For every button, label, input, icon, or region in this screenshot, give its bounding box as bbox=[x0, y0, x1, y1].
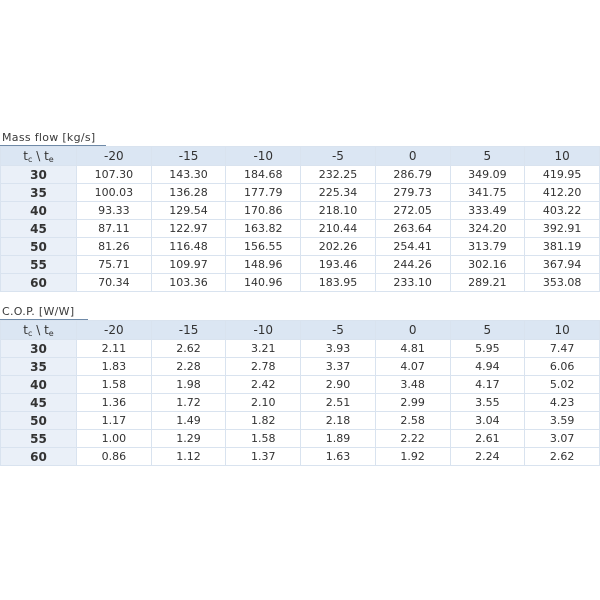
table-cell: 1.63 bbox=[301, 448, 376, 466]
row-header-tc: 55 bbox=[1, 430, 77, 448]
row-header-tc: 60 bbox=[1, 448, 77, 466]
table-row bbox=[1, 394, 600, 412]
row-header-tc: 30 bbox=[1, 166, 77, 184]
table-cell: 419.95 bbox=[525, 166, 600, 184]
table-cell: 3.04 bbox=[450, 412, 525, 430]
table-cell: 1.12 bbox=[151, 448, 226, 466]
row-header-tc: 50 bbox=[1, 412, 77, 430]
table-cell: 210.44 bbox=[301, 220, 376, 238]
table-cell: 1.00 bbox=[77, 430, 152, 448]
cop-header-row bbox=[1, 321, 600, 340]
table-cell: 93.33 bbox=[77, 202, 152, 220]
table-cell: 87.11 bbox=[77, 220, 152, 238]
table-cell: 353.08 bbox=[525, 274, 600, 292]
table-cell: 1.58 bbox=[226, 430, 301, 448]
table-cell: 286.79 bbox=[375, 166, 450, 184]
table-cell: 218.10 bbox=[301, 202, 376, 220]
table-cell: 289.21 bbox=[450, 274, 525, 292]
table-cell: 202.26 bbox=[301, 238, 376, 256]
col-header: -15 bbox=[151, 147, 226, 166]
mass-flow-section bbox=[0, 131, 600, 292]
table-cell: 2.51 bbox=[301, 394, 376, 412]
row-header-tc: 50 bbox=[1, 238, 77, 256]
table-cell: 170.86 bbox=[226, 202, 301, 220]
table-cell: 129.54 bbox=[151, 202, 226, 220]
table-cell: 6.06 bbox=[525, 358, 600, 376]
corner-tc-symbol: t bbox=[23, 322, 28, 337]
row-header-tc: 40 bbox=[1, 202, 77, 220]
table-cell: 232.25 bbox=[301, 166, 376, 184]
table-cell: 333.49 bbox=[450, 202, 525, 220]
table-cell: 143.30 bbox=[151, 166, 226, 184]
row-header-tc: 35 bbox=[1, 184, 77, 202]
table-cell: 2.10 bbox=[226, 394, 301, 412]
table-cell: 4.07 bbox=[375, 358, 450, 376]
row-header-tc: 45 bbox=[1, 394, 77, 412]
table-cell: 1.72 bbox=[151, 394, 226, 412]
col-header: 5 bbox=[450, 147, 525, 166]
col-header: -10 bbox=[226, 321, 301, 340]
table-cell: 244.26 bbox=[375, 256, 450, 274]
table-cell: 1.58 bbox=[77, 376, 152, 394]
row-header-tc: 45 bbox=[1, 220, 77, 238]
corner-tc-subscript: c bbox=[28, 328, 33, 338]
table-cell: 381.19 bbox=[525, 238, 600, 256]
table-cell: 109.97 bbox=[151, 256, 226, 274]
table-cell: 2.22 bbox=[375, 430, 450, 448]
col-header: -5 bbox=[301, 147, 376, 166]
table-cell: 1.83 bbox=[77, 358, 152, 376]
row-header-tc: 35 bbox=[1, 358, 77, 376]
table-cell: 3.21 bbox=[226, 340, 301, 358]
table-row bbox=[1, 184, 600, 202]
table-cell: 349.09 bbox=[450, 166, 525, 184]
table-cell: 324.20 bbox=[450, 220, 525, 238]
table-cell: 1.49 bbox=[151, 412, 226, 430]
mass-flow-header-row bbox=[1, 147, 600, 166]
corner-te-symbol: t bbox=[44, 148, 49, 163]
col-header: -20 bbox=[77, 147, 152, 166]
cop-title: C.O.P. [W/W] bbox=[0, 305, 88, 320]
table-row bbox=[1, 202, 600, 220]
table-cell: 2.18 bbox=[301, 412, 376, 430]
table-cell: 5.02 bbox=[525, 376, 600, 394]
table-row bbox=[1, 340, 600, 358]
table-cell: 116.48 bbox=[151, 238, 226, 256]
col-header: 10 bbox=[525, 147, 600, 166]
table-cell: 1.89 bbox=[301, 430, 376, 448]
col-header: -5 bbox=[301, 321, 376, 340]
table-cell: 233.10 bbox=[375, 274, 450, 292]
table-cell: 1.36 bbox=[77, 394, 152, 412]
col-header: -15 bbox=[151, 321, 226, 340]
table-cell: 107.30 bbox=[77, 166, 152, 184]
table-cell: 3.07 bbox=[525, 430, 600, 448]
table-cell: 148.96 bbox=[226, 256, 301, 274]
table-cell: 5.95 bbox=[450, 340, 525, 358]
table-cell: 3.93 bbox=[301, 340, 376, 358]
table-row bbox=[1, 376, 600, 394]
table-cell: 75.71 bbox=[77, 256, 152, 274]
table-cell: 3.48 bbox=[375, 376, 450, 394]
table-cell: 1.98 bbox=[151, 376, 226, 394]
table-cell: 2.11 bbox=[77, 340, 152, 358]
corner-separator: \ bbox=[32, 148, 45, 163]
table-cell: 341.75 bbox=[450, 184, 525, 202]
corner-separator: \ bbox=[32, 322, 45, 337]
col-header: 0 bbox=[375, 321, 450, 340]
table-cell: 225.34 bbox=[301, 184, 376, 202]
table-row bbox=[1, 238, 600, 256]
col-header: 10 bbox=[525, 321, 600, 340]
row-header-tc: 55 bbox=[1, 256, 77, 274]
table-cell: 302.16 bbox=[450, 256, 525, 274]
table-cell: 184.68 bbox=[226, 166, 301, 184]
table-cell: 140.96 bbox=[226, 274, 301, 292]
corner-tc-symbol: t bbox=[23, 148, 28, 163]
table-cell: 1.29 bbox=[151, 430, 226, 448]
table-cell: 81.26 bbox=[77, 238, 152, 256]
table-cell: 392.91 bbox=[525, 220, 600, 238]
corner-header bbox=[1, 147, 77, 166]
table-cell: 3.55 bbox=[450, 394, 525, 412]
corner-te-subscript: e bbox=[48, 154, 54, 164]
mass-flow-title: Mass flow [kg/s] bbox=[0, 131, 106, 146]
table-row bbox=[1, 166, 600, 184]
col-header: 0 bbox=[375, 147, 450, 166]
mass-flow-table bbox=[0, 146, 600, 292]
table-cell: 279.73 bbox=[375, 184, 450, 202]
col-header: -10 bbox=[226, 147, 301, 166]
table-cell: 272.05 bbox=[375, 202, 450, 220]
table-cell: 163.82 bbox=[226, 220, 301, 238]
col-header: 5 bbox=[450, 321, 525, 340]
corner-tc-subscript: c bbox=[28, 154, 33, 164]
table-cell: 7.47 bbox=[525, 340, 600, 358]
table-cell: 0.86 bbox=[77, 448, 152, 466]
table-row bbox=[1, 256, 600, 274]
table-cell: 1.17 bbox=[77, 412, 152, 430]
table-cell: 1.37 bbox=[226, 448, 301, 466]
corner-header bbox=[1, 321, 77, 340]
table-row bbox=[1, 220, 600, 238]
table-cell: 2.62 bbox=[151, 340, 226, 358]
mass-flow-body bbox=[1, 166, 600, 292]
table-row bbox=[1, 358, 600, 376]
table-cell: 412.20 bbox=[525, 184, 600, 202]
table-cell: 2.28 bbox=[151, 358, 226, 376]
table-cell: 122.97 bbox=[151, 220, 226, 238]
row-header-tc: 30 bbox=[1, 340, 77, 358]
table-row bbox=[1, 274, 600, 292]
row-header-tc: 40 bbox=[1, 376, 77, 394]
table-cell: 4.23 bbox=[525, 394, 600, 412]
table-cell: 367.94 bbox=[525, 256, 600, 274]
table-row bbox=[1, 412, 600, 430]
table-cell: 4.81 bbox=[375, 340, 450, 358]
table-cell: 2.78 bbox=[226, 358, 301, 376]
table-cell: 2.62 bbox=[525, 448, 600, 466]
table-cell: 193.46 bbox=[301, 256, 376, 274]
table-cell: 2.90 bbox=[301, 376, 376, 394]
table-row bbox=[1, 448, 600, 466]
cop-body bbox=[1, 340, 600, 466]
cop-section bbox=[0, 305, 600, 466]
table-cell: 254.41 bbox=[375, 238, 450, 256]
table-cell: 183.95 bbox=[301, 274, 376, 292]
table-cell: 2.58 bbox=[375, 412, 450, 430]
table-cell: 263.64 bbox=[375, 220, 450, 238]
table-row bbox=[1, 430, 600, 448]
table-cell: 4.17 bbox=[450, 376, 525, 394]
table-cell: 4.94 bbox=[450, 358, 525, 376]
table-cell: 103.36 bbox=[151, 274, 226, 292]
table-cell: 313.79 bbox=[450, 238, 525, 256]
table-cell: 2.42 bbox=[226, 376, 301, 394]
table-cell: 177.79 bbox=[226, 184, 301, 202]
table-cell: 1.92 bbox=[375, 448, 450, 466]
cop-table bbox=[0, 320, 600, 466]
table-cell: 100.03 bbox=[77, 184, 152, 202]
table-cell: 403.22 bbox=[525, 202, 600, 220]
table-cell: 3.37 bbox=[301, 358, 376, 376]
table-cell: 1.82 bbox=[226, 412, 301, 430]
col-header: -20 bbox=[77, 321, 152, 340]
corner-te-symbol: t bbox=[44, 322, 49, 337]
table-cell: 136.28 bbox=[151, 184, 226, 202]
table-cell: 70.34 bbox=[77, 274, 152, 292]
table-cell: 2.24 bbox=[450, 448, 525, 466]
table-cell: 156.55 bbox=[226, 238, 301, 256]
row-header-tc: 60 bbox=[1, 274, 77, 292]
table-cell: 3.59 bbox=[525, 412, 600, 430]
corner-te-subscript: e bbox=[48, 328, 54, 338]
table-cell: 2.99 bbox=[375, 394, 450, 412]
table-cell: 2.61 bbox=[450, 430, 525, 448]
